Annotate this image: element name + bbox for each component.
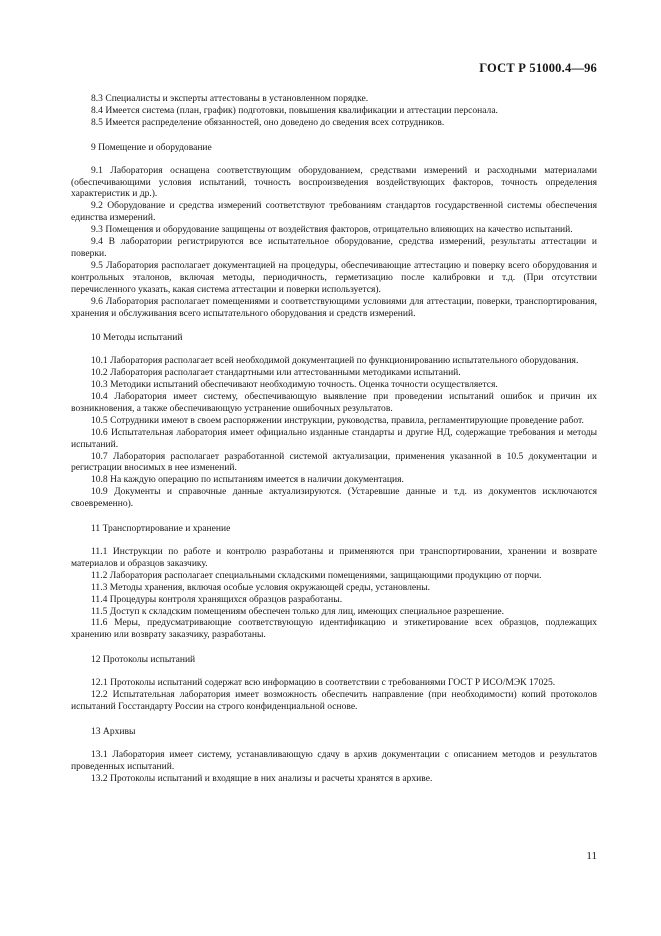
clause-paragraph: 11.1 Инструкции по работе и контролю разработаны и применяются при транспортировании, хранении и возврате материалов и образцов заказчику. — [71, 546, 597, 569]
clause-paragraph: 10.8 На каждую операцию по испытаниям имеется в наличии документация. — [91, 474, 404, 486]
page-number: 11 — [586, 850, 597, 862]
clause-paragraph: 11.5 Доступ к складским помещениям обеспечен только для лиц, имеющих специальное разрешение. — [91, 605, 504, 617]
clause-paragraph: 8.4 Имеется система (план, график) подготовки, повышения квалификации и аттестации персонала. — [91, 104, 498, 116]
clause-paragraph: 9.6 Лаборатория располагает помещениями и соответствующими условиями для аттестации, поверки, транспортирования, хранения и обслуживания всего испытательного оборудования и средств измерений. — [71, 295, 597, 319]
clause-paragraph: 13.2 Протоколы испытаний и входящие в них анализы и расчеты хранятся в архиве. — [91, 772, 433, 784]
clause-paragraph: 11.6 Меры, предусматривающие соответствующую идентификацию и этикетирование всех образцов, подлежащих хранению или возврату заказчику, разработаны. — [71, 617, 597, 641]
section-heading: 10 Методы испытаний — [91, 332, 183, 344]
section-heading: 13 Архивы — [91, 725, 136, 737]
clause-paragraph: 9.4 В лаборатории регистрируются все испытательное оборудование, средства измерений, результаты аттестации и поверки. — [71, 236, 597, 259]
section-heading: 12 Протоколы испытаний — [91, 654, 196, 666]
clause-paragraph: 8.5 Имеется распределение обязанностей, оно доведено до сведения всех сотрудников. — [91, 116, 445, 128]
clause-paragraph: 9.2 Оборудование и средства измерений соответствуют требованиям стандартов государственной системы обеспечения единства измерений. — [71, 200, 597, 224]
clause-paragraph: 10.7 Лаборатория располагает разработанной системой актуализации, применения указанной в 10.5 документации и регистрации вносимых в нее изменений. — [71, 450, 597, 474]
clause-paragraph: 9.3 Помещения и оборудование защищены от воздействия факторов, отрицательно влияющих на качество испытаний. — [91, 224, 573, 236]
clause-paragraph: 12.2 Испытательная лаборатория имеет возможность обеспечить направление (при необходимости) копий протоколов испытаний Госстандарту России на строго конфиденциальной основе. — [71, 689, 597, 712]
section-heading: 9 Помещение и оборудование — [91, 141, 212, 153]
clause-paragraph: 10.1 Лаборатория располагает всей необходимой документацией по функционированию испытательного оборудования. — [91, 355, 579, 367]
clause-paragraph: 13.1 Лаборатория имеет систему, устанавливающую сдачу в архив документации с описанием методов и результатов проведенных испытаний. — [71, 748, 597, 772]
clause-paragraph: 10.4 Лаборатория имеет систему, обеспечивающую выявление при проведении испытаний ошибок и причин их возникновения, а также обеспечивающую устранение ошибочных результатов. — [71, 391, 597, 414]
section-heading: 11 Транспортирование и хранение — [91, 523, 231, 535]
clause-paragraph: 12.1 Протоколы испытаний содержат всю информацию в соответствии с требованиями ГОСТ Р ИСО/МЭК 17025. — [91, 677, 556, 689]
clause-paragraph: 10.9 Документы и справочные данные актуализируются. (Устаревшие данные и т.д. из документов исключаются своевременно). — [71, 486, 597, 510]
document-code-header: ГОСТ Р 51000.4—96 — [479, 61, 597, 75]
clause-paragraph: 11.3 Методы хранения, включая особые условия окружающей среды, установлены. — [91, 581, 431, 593]
clause-paragraph: 10.2 Лаборатория располагает стандартными или аттестованными методиками испытаний. — [91, 367, 461, 379]
clause-paragraph: 9.5 Лаборатория располагает документацией на процедуры, обеспечивающие аттестацию и поверку всего оборудования и контрольных эталонов, включая методы, периодичность, герметизацию после калибровки и т.д. (При отсутствии перечисленного указать, какая система аттестации и поверки используется). — [71, 259, 597, 295]
clause-paragraph: 9.1 Лаборатория оснащена соответствующим оборудованием, средствами измерений и расходными материалами (обеспечивающими условия испытаний, точность воспроизведения воздействующих факторов, точность определения характеристик и др.). — [71, 164, 597, 200]
document-body — [71, 93, 597, 785]
clause-paragraph: 8.3 Специалисты и эксперты аттестованы в установленном порядке. — [91, 93, 369, 104]
clause-paragraph: 10.3 Методики испытаний обеспечивают необходимую точность. Оценка точности осуществляется. — [91, 379, 498, 391]
clause-paragraph: 11.2 Лаборатория располагает специальными складскими помещениями, защищающими продукцию от порчи. — [91, 569, 542, 581]
clause-paragraph: 11.4 Процедуры контроля хранящихся образцов разработаны. — [91, 593, 343, 605]
clause-paragraph: 10.5 Сотрудники имеют в своем распоряжении инструкции, руководства, правила, регламентирующие проведение работ. — [91, 414, 584, 426]
clause-paragraph: 10.6 Испытательная лаборатория имеет официально изданные стандарты и другие НД, содержащие требования и методы испытаний. — [71, 426, 597, 450]
